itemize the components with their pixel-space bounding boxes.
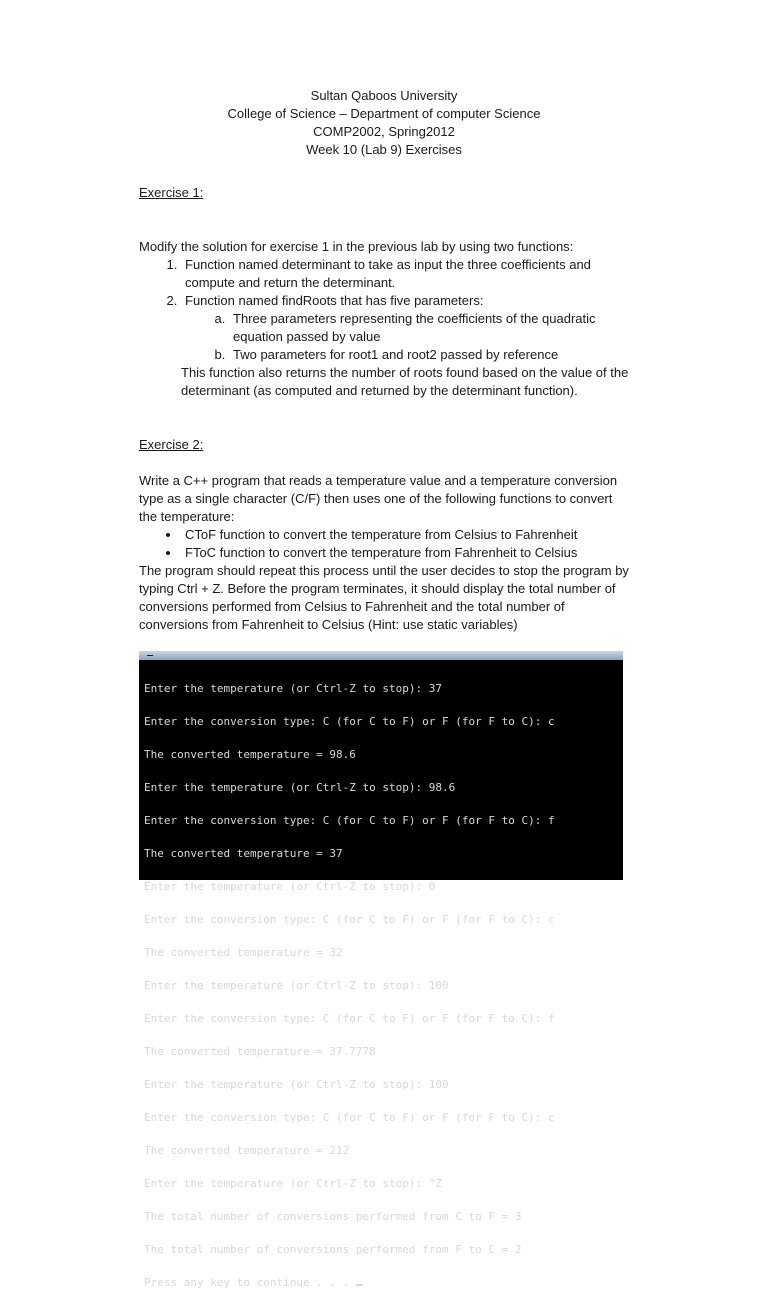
exercise2-bullets — [139, 526, 629, 562]
exercise1-note: This function also returns the number of roots found based on the value of the determinant (as computed and returned by the determinant function). — [181, 365, 629, 398]
console-line: Enter the conversion type: C (for C to F) or F (for F to C): c — [144, 1111, 555, 1124]
console-line: Enter the conversion type: C (for C to F) or F (for F to C): f — [144, 814, 555, 827]
console-line: The total number of conversions performed from F to C = 2 — [144, 1243, 522, 1256]
console-line-last — [144, 1277, 623, 1288]
console-title-bar — [139, 651, 623, 660]
console-output — [139, 660, 623, 1310]
console-line: The converted temperature = 32 — [144, 946, 343, 959]
exercise1-intro: Modify the solution for exercise 1 in the previous lab by using two functions: — [139, 239, 574, 254]
console-line: Enter the temperature (or Ctrl-Z to stop): 100 — [144, 979, 449, 992]
console-menu-icon — [147, 655, 153, 656]
console-line: Enter the temperature (or Ctrl-Z to stop): ^Z — [144, 1177, 443, 1190]
console-line: Enter the temperature (or Ctrl-Z to stop): 0 — [144, 880, 436, 893]
sublist-item: b. Two parameters for root1 and root2 passed by reference — [229, 346, 629, 364]
console-line: Enter the temperature (or Ctrl-Z to stop): 98.6 — [144, 781, 456, 794]
exercise1-sublist — [185, 310, 629, 364]
console-line: The total number of conversions performed from C to F = 3 — [144, 1210, 522, 1223]
console-screenshot — [139, 651, 623, 1289]
console-line: Enter the conversion type: C (for C to F) or F (for F to C): c — [144, 715, 555, 728]
document-body — [139, 184, 629, 634]
console-line: The converted temperature = 37 — [144, 847, 343, 860]
console-line: Enter the conversion type: C (for C to F) or F (for F to C): f — [144, 1012, 555, 1025]
console-prompt: Press any key to continue . . . — [144, 1276, 356, 1289]
console-line: Enter the conversion type: C (for C to F) or F (for F to C): c — [144, 913, 555, 926]
list-item — [181, 292, 629, 364]
week-title: Week 10 (Lab 9) Exercises — [306, 142, 462, 157]
bullet-item: • CToF function to convert the temperature from Celsius to Fahrenheit — [181, 526, 629, 544]
console-line: The converted temperature = 212 — [144, 1144, 350, 1157]
exercise1-heading: Exercise 1: — [139, 185, 204, 200]
list-item: 1. Function named determinant to take as input the three coefficients and compute and return the determinant. — [181, 256, 629, 292]
console-cursor — [356, 1284, 363, 1286]
console-line: Enter the temperature (or Ctrl-Z to stop): 100 — [144, 1078, 449, 1091]
list-item-text: Function named findRoots that has five parameters: — [185, 293, 484, 308]
course-title: COMP2002, Spring2012 — [313, 124, 455, 139]
console-line: The converted temperature = 37.7778 — [144, 1045, 376, 1058]
exercise2-heading: Exercise 2: — [139, 437, 204, 452]
console-line: The converted temperature = 98.6 — [144, 748, 356, 761]
university-name: Sultan Qaboos University — [310, 88, 458, 103]
console-line: Enter the temperature (or Ctrl-Z to stop): 37 — [144, 682, 443, 695]
exercise1-list — [139, 256, 629, 364]
sublist-item: a. Three parameters representing the coefficients of the quadratic equation passed by value — [229, 310, 629, 346]
document-header — [0, 87, 768, 159]
bullet-item: • FToC function to convert the temperature from Fahrenheit to Celsius — [181, 544, 629, 562]
college-name: College of Science – Department of computer Science — [227, 106, 541, 121]
exercise2-outro: The program should repeat this process until the user decides to stop the program by typing Ctrl + Z. Before the program terminates, it should display the total number of conversions performed from Celsius to Fahrenheit and the total number of conversions from Fahrenheit to Celsius (Hint: use static variables) — [139, 563, 629, 632]
exercise2-intro: Write a C++ program that reads a temperature value and a temperature conversion type as a single character (C/F) then uses one of the following functions to convert the temperature: — [139, 473, 618, 524]
